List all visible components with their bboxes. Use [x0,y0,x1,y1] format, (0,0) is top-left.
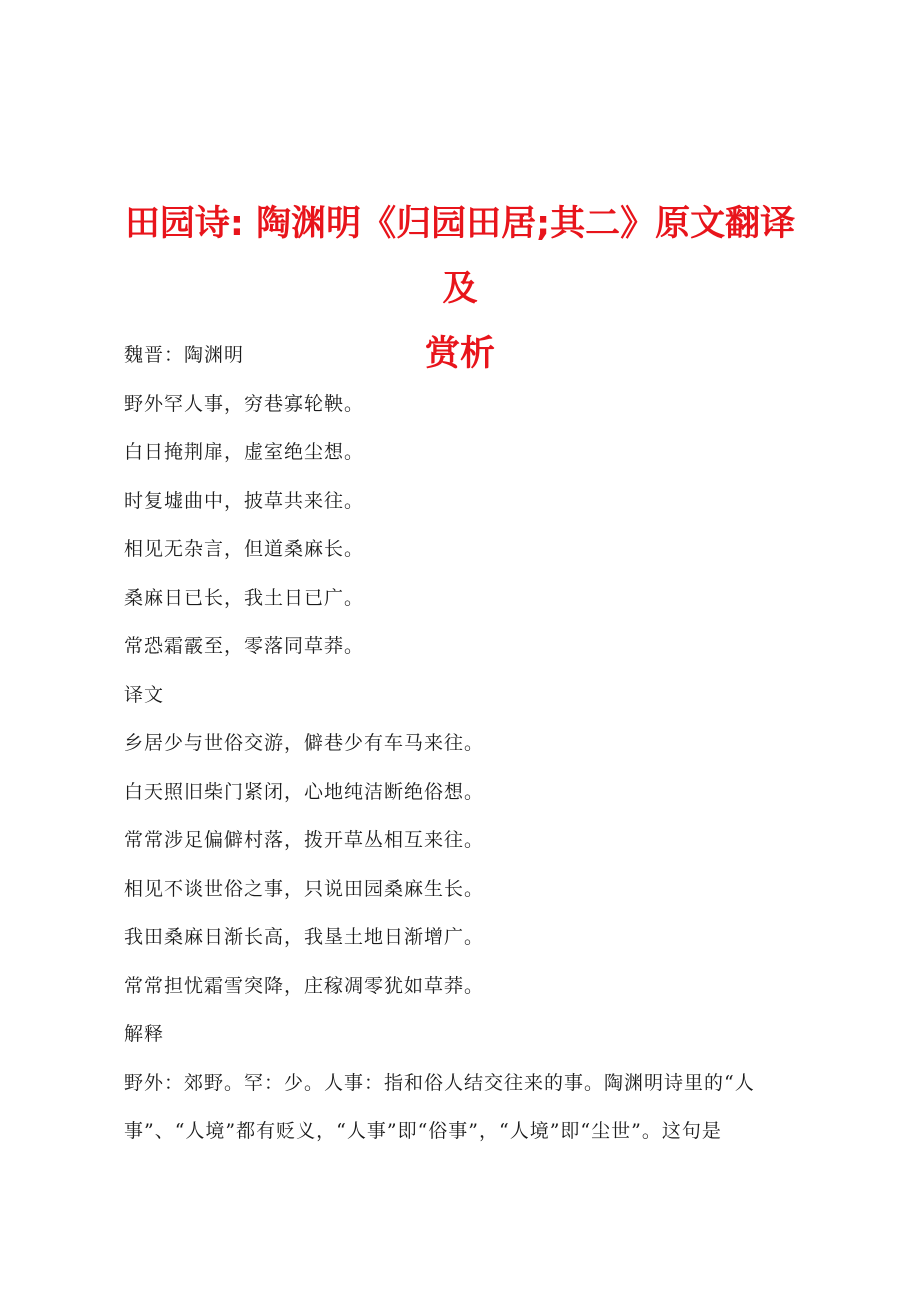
poem-line: 桑麻日已长，我土日已广。 [124,586,365,609]
document-body [124,339,814,1164]
translation-line: 常常涉足偏僻村落，拨开草丛相互来往。 [124,829,485,851]
poem-line: 野外罕人事，穷巷寡轮鞅。 [124,392,365,415]
title-line-2: 赏析 [424,334,495,374]
poem-line: 相见无杂言，但道桑麻长。 [124,538,365,560]
translation-line: 白天照旧柴门紧闭，心地纯洁断绝俗想。 [124,780,485,803]
poem-line: 白日掩荆扉，虚室绝尘想。 [124,441,365,463]
poem-line: 常恐霜霰至，零落同草莽。 [124,635,365,657]
author-line: 魏晋：陶渊明 [124,344,245,366]
translation-line: 相见不谈世俗之事，只说田园桑麻生长。 [124,877,485,900]
notes-line: 野外：郊野。罕：少。人事：指和俗人结交往来的事。陶渊明诗里的“人 [124,1071,755,1094]
notes-line: 事”、“人境”都有贬义，“人事”即“俗事”，“人境”即“尘世”。这句是 [124,1120,722,1142]
title-line-1: 田园诗: 陶渊明《归园田居;其二》原文翻译及 [124,204,796,309]
translation-line: 我田桑麻日渐长高，我垦土地日渐增广。 [124,926,485,948]
notes-heading: 解释 [124,1023,165,1045]
poem-line: 时复墟曲中，披草共来往。 [124,489,365,512]
translation-line: 乡居少与世俗交游，僻巷少有车马来往。 [124,732,485,754]
translation-line: 常常担忧霜雪突降，庄稼凋零犹如草莽。 [124,974,485,997]
translation-heading: 译文 [124,683,165,706]
